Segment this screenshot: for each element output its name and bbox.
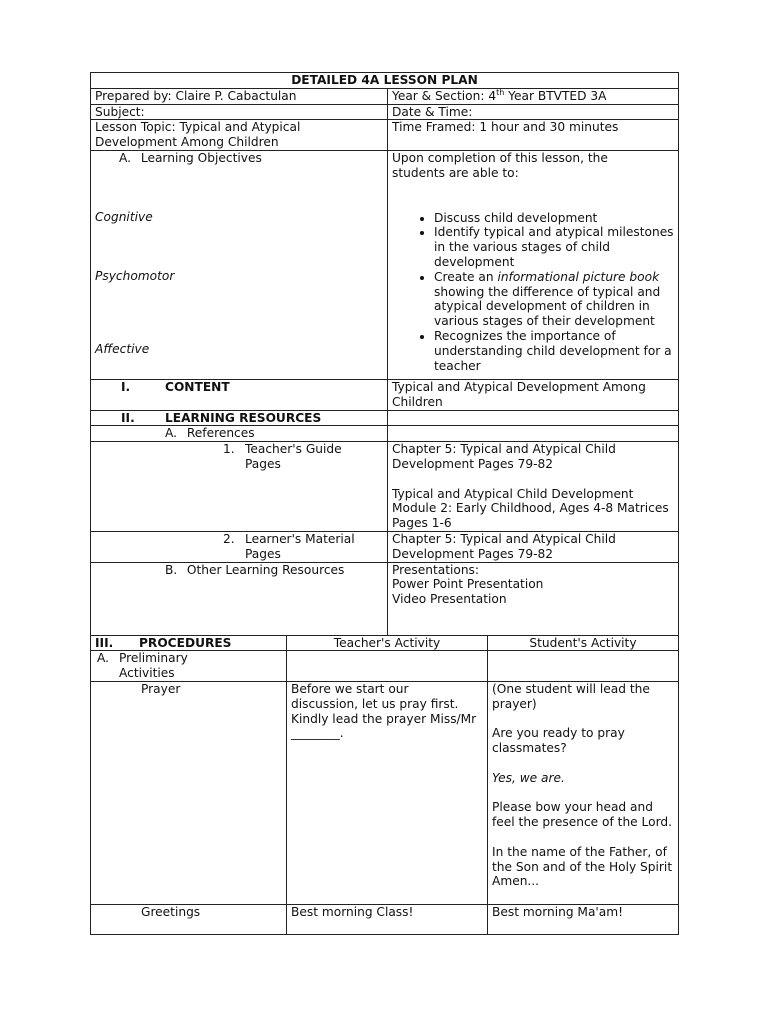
teachers-guide-value-2: Typical and Atypical Child Development Module 2: Early Childhood, Ages 4-8 Matrices Pages 1-6 [392, 486, 669, 531]
learners-material-row [91, 531, 679, 562]
date-time: Date & Time: [388, 104, 679, 120]
objectives-intro: Upon completion of this lesson, the students are able to: [392, 150, 608, 180]
objective-create-before: Create an [434, 269, 498, 284]
subject-row [91, 104, 679, 120]
domain-cognitive: Cognitive [95, 209, 153, 224]
preliminary-label-cell [91, 651, 287, 682]
other-resources-value-cell [388, 562, 679, 635]
prayer-label: Prayer [141, 681, 181, 696]
year-section-prefix: Year & Section: 4 [392, 88, 497, 103]
preliminary-row [91, 651, 679, 682]
content-numeral: I. [121, 379, 131, 394]
objective-item: • Discuss child development [434, 211, 674, 226]
year-section-suffix: Year BTVTED 3A [504, 88, 607, 103]
procedures-label-cell [91, 635, 287, 651]
resources-label-cell [91, 410, 388, 426]
procedures-numeral: III. [95, 635, 114, 650]
greetings-row [91, 904, 679, 934]
preliminary-student-cell [488, 651, 679, 682]
other-resources-value: Video Presentation [392, 592, 507, 607]
objectives-row [91, 150, 679, 379]
references-letter: A. [165, 426, 177, 441]
prayer-student-text: Yes, we are. [492, 770, 565, 785]
preliminary-label: Preliminary Activities [119, 651, 188, 681]
objectives-list [392, 211, 674, 374]
content-label: CONTENT [165, 379, 230, 394]
objective-item: • Identify typical and atypical milestones in the various stages of child development [434, 225, 674, 269]
objectives-list-cell [388, 150, 679, 379]
time-framed: Time Framed: 1 hour and 30 minutes [388, 120, 679, 151]
prepared-row [91, 88, 679, 104]
greetings-label: Greetings [141, 904, 201, 919]
preliminary-heading [95, 651, 282, 681]
references-label-cell [91, 426, 388, 442]
objective-create-italic: informational picture book [497, 269, 660, 284]
references-label: References [186, 426, 255, 441]
other-resources-label-cell [91, 562, 388, 635]
learners-material-num: 2. [223, 531, 235, 546]
objectives-heading [95, 151, 383, 166]
preliminary-teacher-cell [287, 651, 488, 682]
prayer-row [91, 681, 679, 904]
prepared-by: Prepared by: Claire P. Cabactulan [91, 88, 388, 104]
student-activity-header: Student's Activity [488, 635, 679, 651]
teachers-guide-row [91, 442, 679, 532]
year-section [388, 88, 679, 104]
procedures-label: PROCEDURES [139, 635, 232, 650]
resources-empty-cell [388, 410, 679, 426]
objective-item [434, 270, 674, 329]
other-resources-label: Other Learning Resources [186, 562, 345, 577]
lesson-plan-title: DETAILED 4A LESSON PLAN [91, 73, 679, 89]
domain-psychomotor: Psychomotor [95, 268, 175, 283]
prayer-student-text: In the name of the Father, of the Son and of the Holy Spirit Amen... [492, 844, 673, 889]
objective-item: • Recognizes the importance of understanding child development for a teacher [434, 329, 674, 373]
title-row [91, 73, 679, 89]
prayer-student-text: (One student will lead the prayer) [492, 681, 650, 711]
resources-label: LEARNING RESOURCES [165, 410, 322, 425]
year-section-sup: th [496, 87, 505, 97]
teachers-guide-value-1: Chapter 5: Typical and Atypical Child Development Pages 79-82 [392, 442, 616, 471]
other-resources-heading [95, 563, 383, 578]
prayer-teacher-cell [287, 681, 488, 904]
lesson-plan-page [90, 72, 678, 935]
subject: Subject: [91, 104, 388, 120]
greetings-label-cell [91, 904, 287, 934]
objective-create-after: showing the difference of typical and atypical development of children in various stages of their development [434, 284, 661, 329]
objectives-domains [91, 150, 388, 379]
teachers-guide-text: Teacher's Guide Pages [245, 442, 342, 471]
objectives-heading-text: Learning Objectives [140, 150, 262, 165]
references-row [91, 426, 679, 442]
resources-row [91, 410, 679, 426]
preliminary-letter: A. [97, 651, 109, 666]
resources-numeral: II. [121, 410, 135, 425]
topic-row [91, 120, 679, 151]
teachers-guide-num: 1. [223, 442, 235, 457]
references-empty-cell [388, 426, 679, 442]
other-resources-value: Presentations: [392, 562, 479, 577]
learners-material-label [95, 532, 383, 562]
content-row [91, 379, 679, 410]
domain-affective: Affective [95, 342, 150, 357]
greetings-student: Best morning Ma'am! [488, 904, 679, 934]
learners-material-text: Learner's Material Pages [245, 531, 355, 561]
objectives-heading-letter: A. [119, 150, 131, 165]
greetings-teacher: Best morning Class! [287, 904, 488, 934]
prayer-student-text: Please bow your head and feel the presence of the Lord. [492, 800, 672, 830]
other-resources-letter: B. [165, 562, 178, 577]
prayer-student-text: Are you ready to pray classmates? [492, 726, 625, 756]
teacher-activity-header: Teacher's Activity [287, 635, 488, 651]
lesson-topic: Lesson Topic: Typical and Atypical Development Among Children [91, 120, 388, 151]
references-heading [95, 426, 383, 441]
other-resources-row [91, 562, 679, 635]
prayer-student-cell [488, 681, 679, 904]
prayer-teacher-text: Before we start our discussion, let us pray first. Kindly lead the prayer Miss/Mr ________. [291, 681, 477, 741]
procedures-header-row [91, 635, 679, 651]
teachers-guide-value-cell [388, 442, 679, 532]
teachers-guide-label [95, 442, 383, 472]
learners-material-value: Chapter 5: Typical and Atypical Child Development Pages 79-82 [388, 531, 679, 562]
content-value: Typical and Atypical Development Among Children [388, 379, 679, 410]
prayer-label-cell [91, 681, 287, 904]
other-resources-value: Power Point Presentation [392, 577, 544, 592]
content-label-cell [91, 379, 388, 410]
lesson-plan-table [90, 72, 679, 935]
learners-material-label-cell [91, 531, 388, 562]
teachers-guide-label-cell [91, 442, 388, 532]
